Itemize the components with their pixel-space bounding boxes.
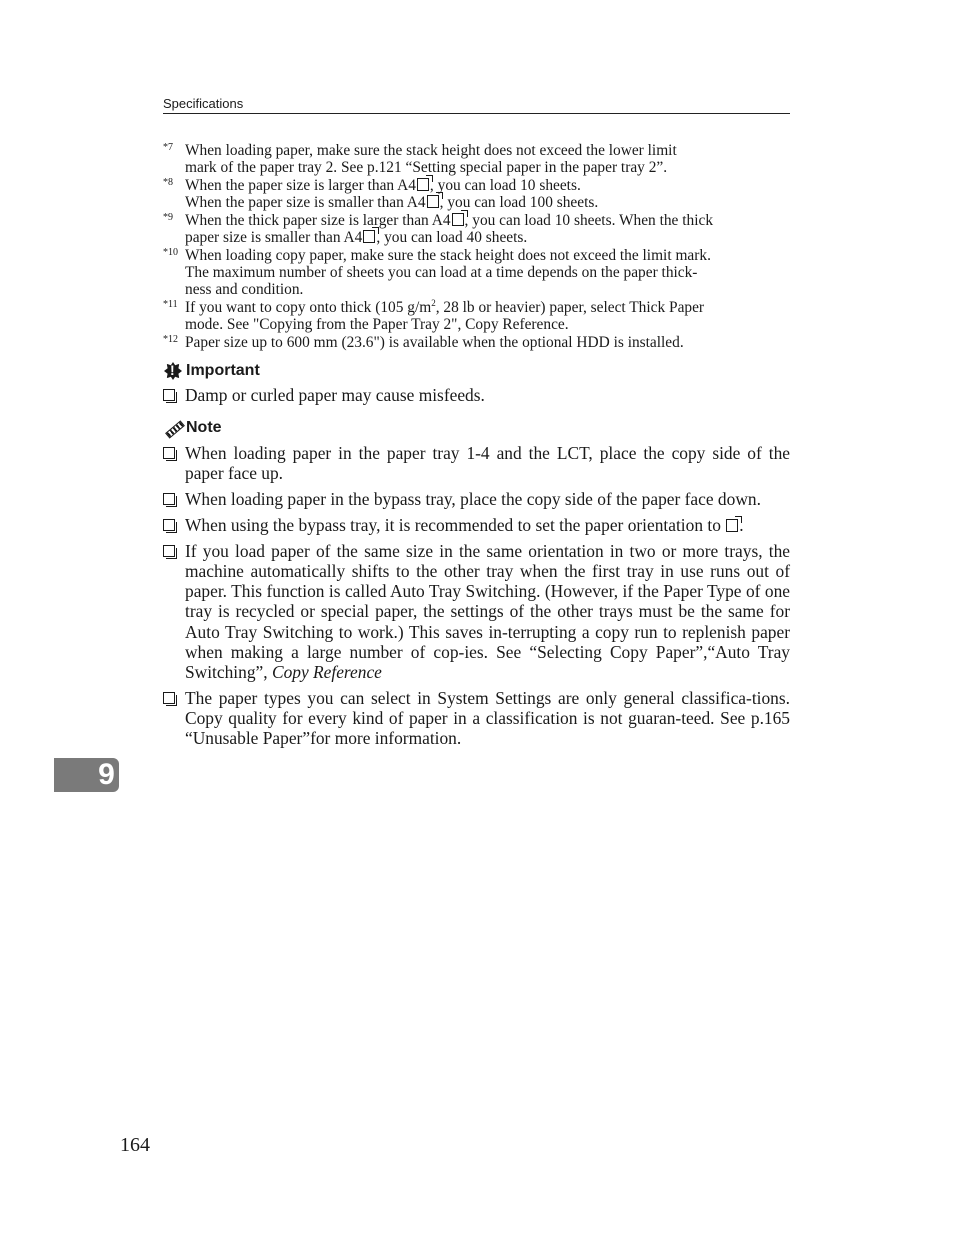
footnote-mark: *9 [163, 212, 173, 223]
footnote [163, 247, 790, 298]
footnote-line [185, 247, 790, 264]
list-item [163, 385, 790, 405]
punctuation: . [739, 514, 744, 535]
footnote-mark: *8 [163, 177, 173, 188]
note-heading [163, 418, 790, 438]
important-list [163, 385, 790, 411]
list-item [163, 489, 790, 509]
footnote-line [185, 281, 790, 298]
paper-orientation-icon [417, 178, 429, 191]
footnote-text: ness and condition. [185, 281, 304, 298]
footnote-text: , you can load 10 sheets. When the thick [464, 212, 714, 229]
list-item [163, 443, 790, 483]
footnote-line [185, 299, 790, 316]
important-icon [163, 361, 185, 381]
important-label: Important [186, 362, 260, 379]
checkbox-bullet-icon [163, 692, 175, 704]
footnote [163, 177, 790, 211]
footnote-line [185, 229, 790, 246]
chapter-tab: 9 [54, 758, 119, 792]
footnote [163, 212, 790, 246]
important-heading [163, 361, 790, 381]
list-item [163, 688, 790, 749]
footnote-line [185, 177, 790, 194]
reference-title: Copy Reference [271, 662, 382, 683]
paper-orientation-icon [726, 519, 738, 532]
list-item-text: When loading paper in the paper tray 1-4 and the LCT, place the copy side of the paper face up. [185, 443, 790, 484]
footnote-text: mark of the paper tray 2. See p.121 “Setting special paper in the paper tray 2”. [185, 159, 668, 176]
paper-orientation-icon [427, 195, 439, 208]
footnote-text: , you can load 10 sheets. [429, 177, 581, 194]
footnote-text: Paper size up to 600 mm (23.6") is available when the optional HDD is installed. [185, 334, 684, 351]
list-item-text: If you load paper of the same size in the same orientation in two or more trays, the machine automatically shifts to the other tray when the first tray in use runs out of paper. This function is called Auto Tray Switching. (However, if the Paper Type of one tray is recycled or special paper, the settings of the other trays must be the same for Auto Tray Switching to work.) This saves in-terrupting a copy run to replenish paper when making a large number of cop-ies. See “Selecting Copy Paper”,“Auto Tray Switching”, [185, 540, 790, 683]
checkbox-bullet-icon [163, 519, 175, 531]
list-item-text: When using the bypass tray, it is recommended to set the paper orientation to [185, 514, 721, 535]
footnote-text: When the paper size is smaller than A4 [185, 194, 426, 211]
footnote-mark: *11 [163, 299, 178, 310]
checkbox-bullet-icon [163, 493, 175, 505]
running-header: Specifications [163, 96, 790, 114]
footnotes [163, 142, 790, 352]
footnote-mark: *12 [163, 334, 178, 345]
footnote-line [185, 142, 790, 159]
footnote [163, 334, 790, 351]
checkbox-bullet-icon [163, 545, 175, 557]
page-number: 164 [120, 1134, 150, 1156]
footnote-line [185, 334, 790, 351]
footnote-line [185, 264, 790, 281]
list-item-text: When loading paper in the bypass tray, place the copy side of the paper face down. [185, 489, 761, 510]
footnote-text: When the paper size is larger than A4 [185, 177, 416, 194]
footnote-line [185, 212, 790, 229]
footnote-text: The maximum number of sheets you can load at a time depends on the paper thick- [185, 264, 698, 281]
footnote-text: mode. See "Copying from the Paper Tray 2", Copy Reference. [185, 316, 569, 333]
pencil-icon [163, 418, 185, 438]
footnote-text: paper size is smaller than A4 [185, 229, 363, 246]
footnote-text: When loading paper, make sure the stack height does not exceed the lower limit [185, 142, 677, 159]
note-label: Note [186, 419, 222, 436]
list-item-text: Damp or curled paper may cause misfeeds. [185, 385, 485, 405]
footnote-text: , you can load 100 sheets. [439, 194, 599, 211]
list-item-text: The paper types you can select in System Settings are only general classifica-tions. Copy quality for every kind of paper in a classification is not guaran-teed. See p.165 “Unusable Paper”for more information. [185, 687, 790, 749]
footnote [163, 142, 790, 176]
footnote-text: If you want to copy onto thick (105 g/m [185, 299, 432, 316]
list-item [163, 515, 790, 535]
note-list [163, 443, 790, 754]
footnote [163, 299, 790, 333]
footnote-line [185, 194, 790, 211]
footnote-mark: *10 [163, 247, 178, 258]
superscript: 2 [431, 297, 436, 308]
footnote-text: , you can load 40 sheets. [376, 229, 528, 246]
paper-orientation-icon [363, 230, 375, 243]
footnote-line [185, 316, 790, 333]
paper-orientation-icon [452, 213, 464, 226]
footnote-line [185, 159, 790, 176]
footnote-text: When the thick paper size is larger than A4 [185, 212, 451, 229]
footnote-text: When loading copy paper, make sure the stack height does not exceed the limit mark. [185, 247, 711, 264]
checkbox-bullet-icon [163, 389, 175, 401]
checkbox-bullet-icon [163, 447, 175, 459]
footnote-text: , 28 lb or heavier) paper, select Thick Paper [435, 299, 705, 316]
list-item [163, 541, 790, 682]
footnote-mark: *7 [163, 142, 173, 153]
